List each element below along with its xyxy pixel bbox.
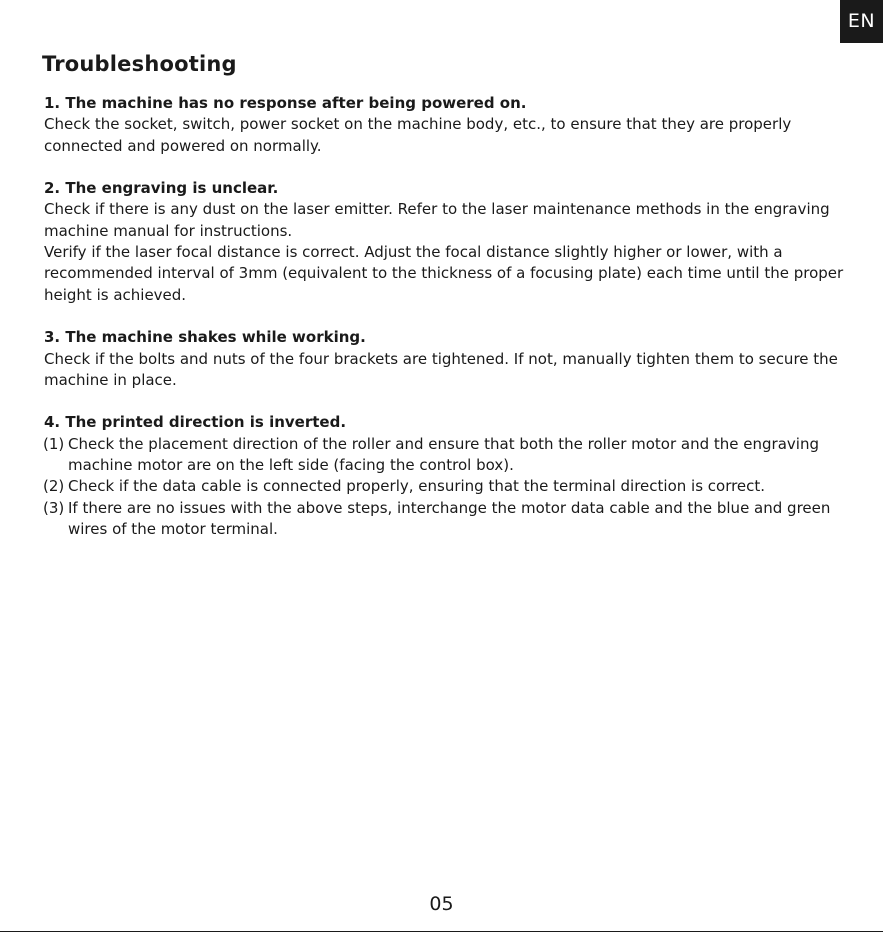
- list-item: [44, 476, 844, 497]
- section-no-response: [44, 93, 844, 157]
- section-title: 2. The engraving is unclear.: [44, 179, 279, 198]
- section-engraving-unclear: [44, 178, 844, 306]
- list-marker: (3): [43, 498, 65, 517]
- section-direction-inverted: [44, 412, 844, 540]
- section-paragraph: Check if there is any dust on the laser emitter. Refer to the laser maintenance methods in the engraving machine manual for instructions.: [44, 200, 830, 240]
- steps-list: [44, 434, 844, 540]
- list-marker: (1): [43, 434, 65, 453]
- list-item-text: If there are no issues with the above steps, interchange the motor data cable and the blue and green wires of the motor terminal.: [68, 498, 831, 538]
- troubleshooting-content: [44, 93, 844, 562]
- section-title: 3. The machine shakes while working.: [44, 328, 366, 347]
- list-marker: (2): [43, 477, 65, 496]
- bottom-divider: [0, 931, 883, 932]
- list-item-text: Check if the data cable is connected properly, ensuring that the terminal direction is correct.: [68, 477, 766, 496]
- section-machine-shakes: [44, 327, 844, 391]
- list-item: [44, 434, 844, 477]
- section-title: 1. The machine has no response after being powered on.: [44, 94, 527, 112]
- section-paragraph: Check the socket, switch, power socket on the machine body, etc., to ensure that they are properly connected and powered on normally.: [44, 115, 792, 155]
- section-paragraph: Check if the bolts and nuts of the four brackets are tightened. If not, manually tighten them to secure the machine in place.: [44, 349, 838, 389]
- section-title: 4. The printed direction is inverted.: [44, 413, 347, 432]
- list-item-text: Check the placement direction of the roller and ensure that both the roller motor and the engraving machine motor are on the left side (facing the control box).: [68, 434, 819, 475]
- page-number: 05: [429, 893, 454, 915]
- list-item: [44, 498, 844, 541]
- page-title: Troubleshooting: [42, 52, 237, 76]
- section-paragraph: Verify if the laser focal distance is correct. Adjust the focal distance slightly higher or lower, with a recommended interval of 3mm (equivalent to the thickness of a focusing plate) each time until the proper height is achieved.: [44, 243, 844, 304]
- language-tab: EN: [840, 0, 883, 43]
